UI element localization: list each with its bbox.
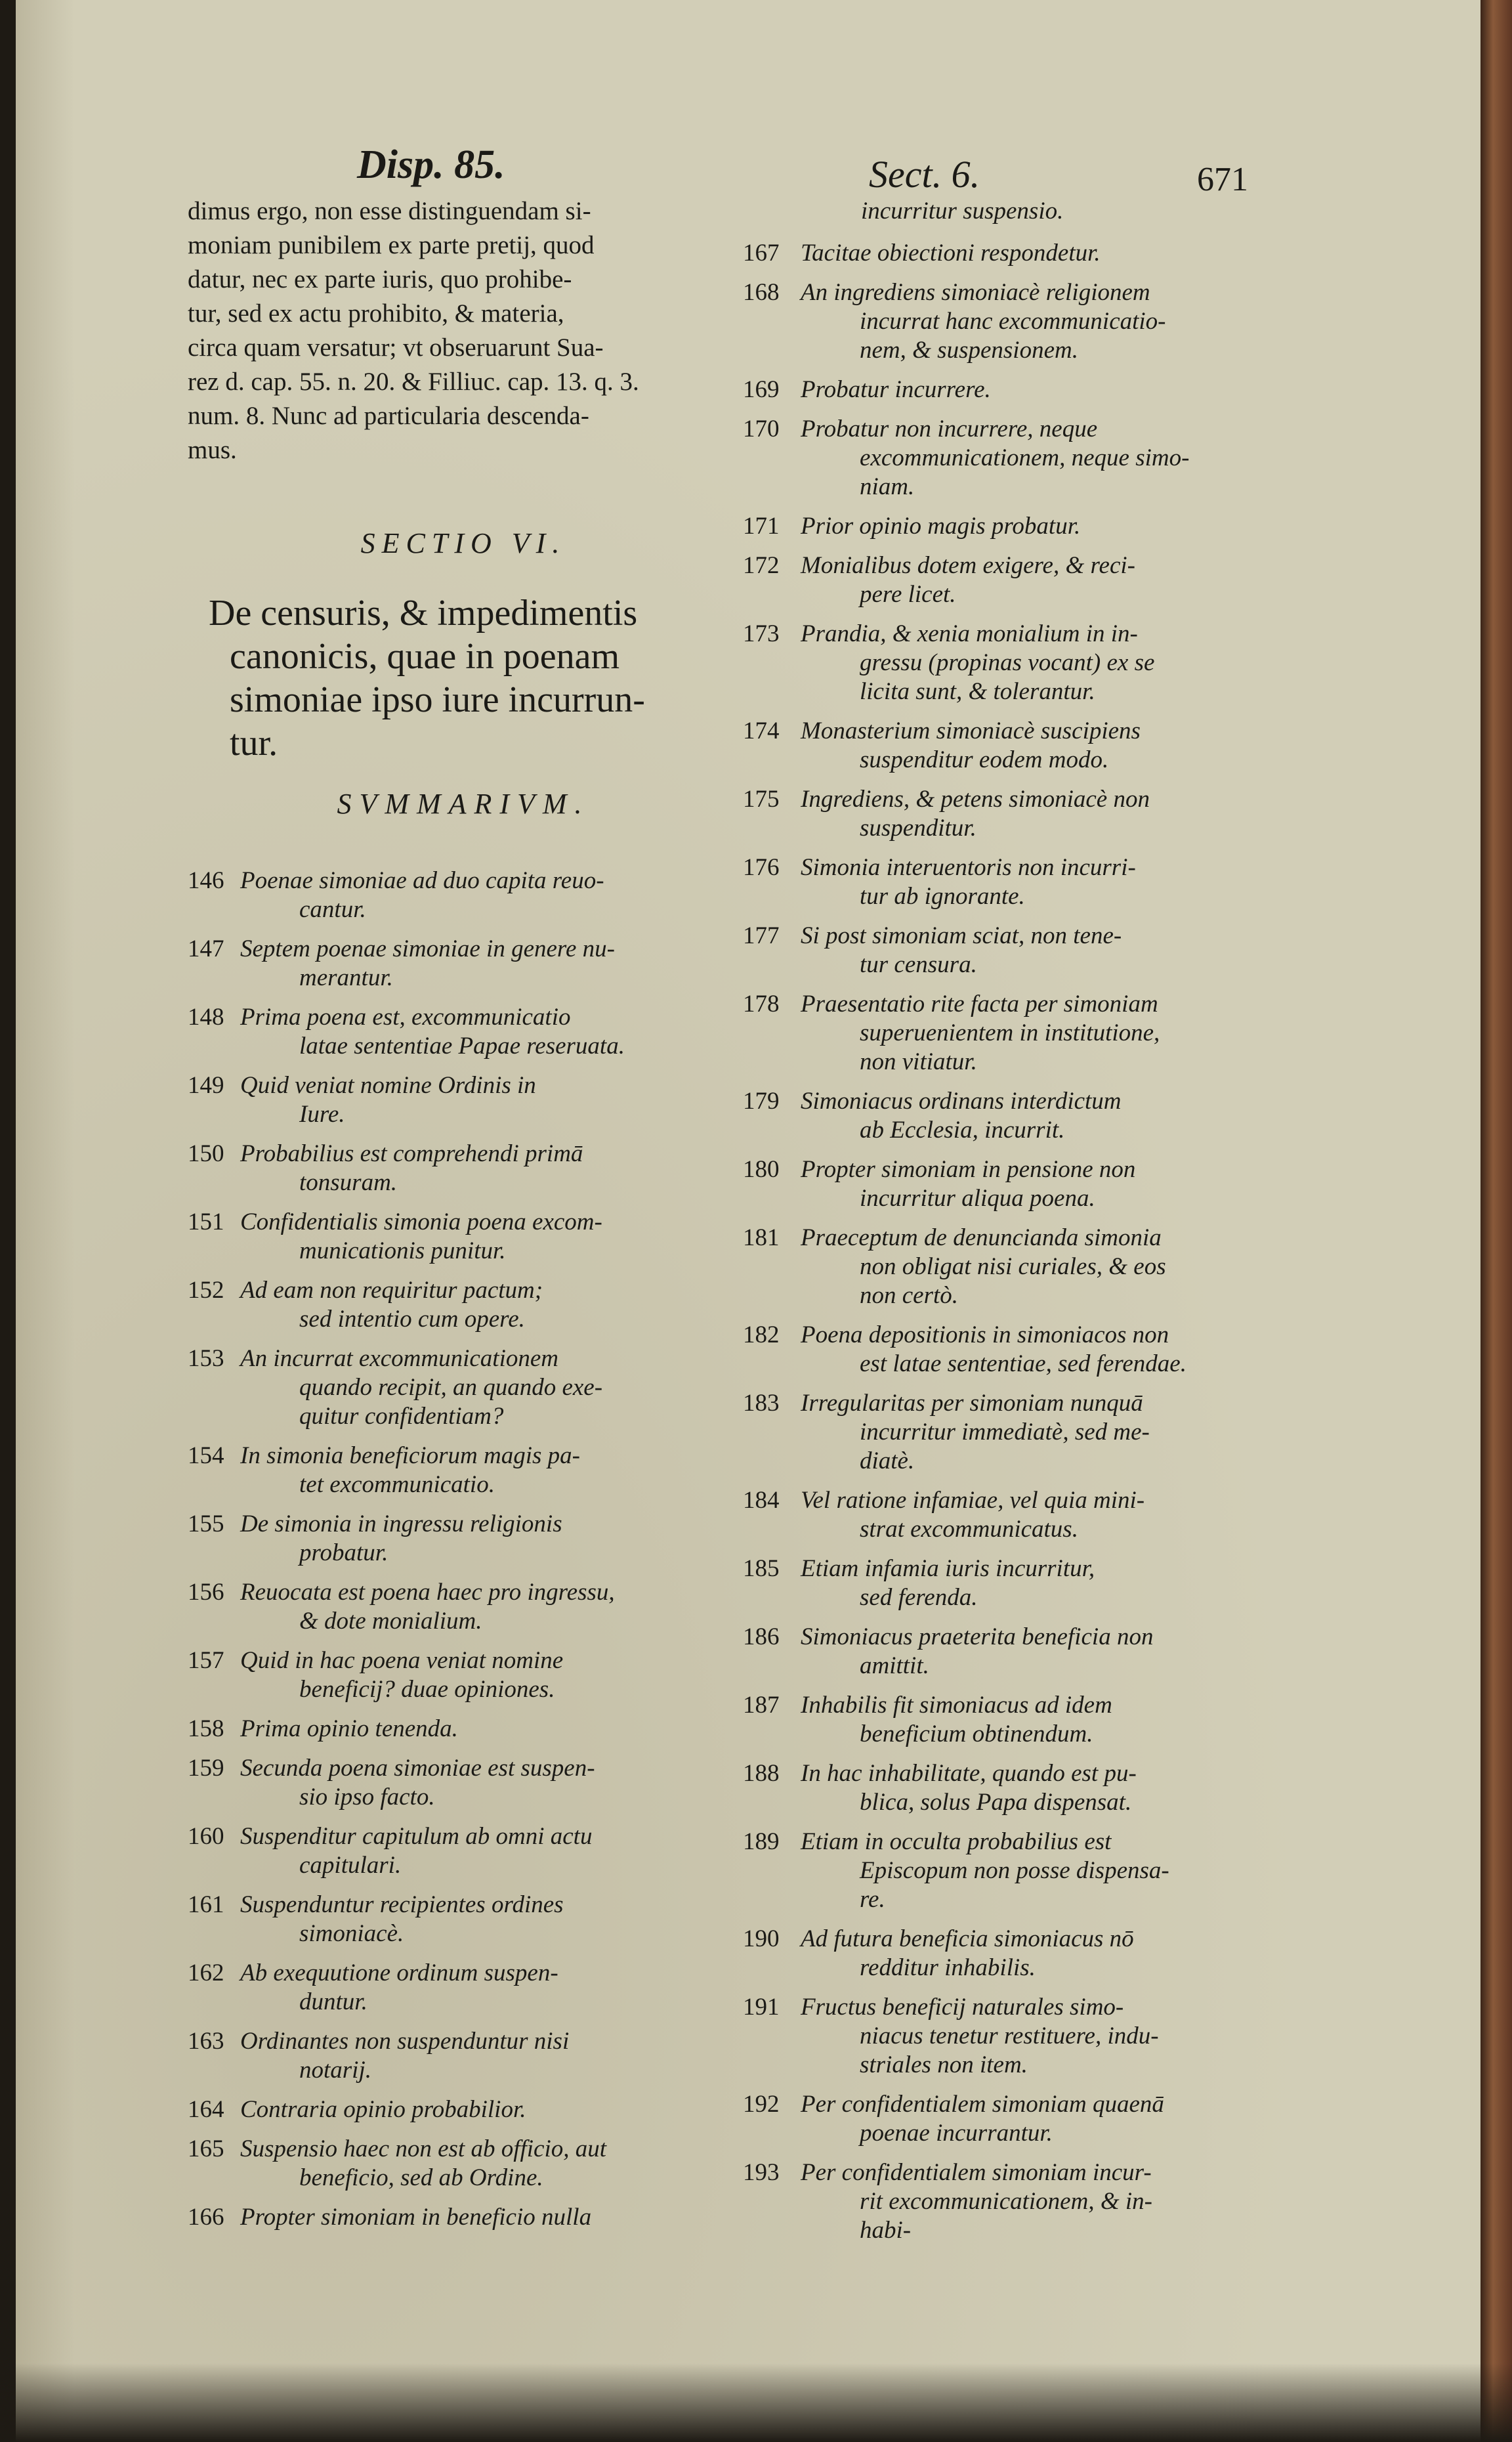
summary-entry — [743, 415, 1314, 502]
entry-text-line: merantur. — [299, 964, 393, 991]
summary-entry — [743, 512, 1314, 541]
summary-entry — [743, 2158, 1314, 2245]
entry-text-line: Ad futura beneficia simoniacus nō — [801, 1925, 1134, 1952]
entry-text-line: beneficij? duae opiniones. — [299, 1676, 555, 1703]
summary-entry — [743, 1623, 1314, 1681]
entry-text-line: notarij. — [299, 2057, 371, 2084]
book-edge — [1480, 0, 1512, 2442]
entry-number: 178 — [743, 991, 780, 1018]
entry-text-line: sio ipso facto. — [299, 1784, 435, 1810]
entry-text-line: Ingrediens, & petens simoniacè non — [801, 786, 1150, 813]
entry-text-line: Suspenditur capitulum ab omni actu — [240, 1823, 593, 1850]
entry-text-line: municationis punitur. — [299, 1237, 506, 1264]
entry-number: 175 — [743, 786, 780, 813]
entry-number: 146 — [188, 867, 224, 894]
entry-number: 168 — [743, 279, 780, 306]
running-head-section: Sect. 6. — [869, 153, 980, 196]
summary-entry — [188, 1891, 739, 1948]
entry-number: 185 — [743, 1555, 780, 1582]
entry-text-line: Ordinantes non suspenduntur nisi — [240, 2028, 570, 2055]
entry-number: 152 — [188, 1277, 224, 1304]
entry-text-line: tur ab ignorante. — [860, 883, 1025, 910]
entry-number: 192 — [743, 2091, 780, 2118]
entry-number: 154 — [188, 1442, 224, 1469]
entry-text-line: non vitiatur. — [860, 1048, 977, 1075]
summary-entry — [188, 1140, 739, 1197]
entry-number: 160 — [188, 1823, 224, 1850]
entry-number: 188 — [743, 1760, 780, 1787]
summary-entry — [743, 1224, 1314, 1310]
entry-number: 184 — [743, 1487, 780, 1514]
entry-text-line: duntur. — [299, 1988, 368, 2015]
entry-text-line: Prandia, & xenia monialium in in- — [801, 620, 1138, 647]
summary-entry — [188, 935, 739, 993]
entry-text-line: Prima opinio tenenda. — [240, 1715, 458, 1742]
entry-text-line: Vel ratione infamiae, vel quia mini- — [801, 1487, 1145, 1514]
entry-number: 193 — [743, 2159, 780, 2186]
summary-entry — [188, 1646, 739, 1704]
summary-entry — [188, 1959, 739, 2017]
page-number: 671 — [1197, 161, 1248, 198]
entry-number: 186 — [743, 1623, 780, 1650]
summary-entry — [188, 1754, 739, 1812]
entry-text-line: Praesentatio rite facta per simoniam — [801, 991, 1158, 1018]
entry-number: 165 — [188, 2135, 224, 2162]
page-shadow — [0, 2363, 1512, 2442]
entry-number: 177 — [743, 922, 780, 949]
entry-text-line: excommunicationem, neque simo- — [860, 444, 1190, 471]
entry-number: 157 — [188, 1647, 224, 1674]
entry-number: 151 — [188, 1209, 224, 1235]
entry-text-line: Iure. — [299, 1101, 345, 1128]
entry-text-line: poenae incurrantur. — [860, 2120, 1053, 2147]
entry-number: 191 — [743, 1994, 780, 2021]
summary-entry — [743, 239, 1314, 268]
entry-number: 147 — [188, 935, 224, 962]
summary-entry — [743, 990, 1314, 1077]
entry-text-line: Irregularitas per simoniam nunquā — [801, 1390, 1143, 1417]
continuation-line: incurritur suspensio. — [861, 198, 1064, 225]
summary-entry — [188, 1442, 739, 1499]
entry-text-line: Per confidentialem simoniam quaenā — [801, 2091, 1164, 2118]
summary-entry — [188, 1208, 739, 1266]
entry-text-line: Ad eam non requiritur pactum; — [240, 1277, 543, 1304]
summary-entry — [743, 1554, 1314, 1612]
text-line: tur, sed ex actu prohibito, & materia, — [188, 299, 564, 328]
entry-text-line: rit excommunicationem, & in- — [860, 2188, 1152, 2215]
summary-entry — [743, 717, 1314, 775]
summary-entry — [743, 1321, 1314, 1379]
entry-text-line: Simoniacus ordinans interdictum — [801, 1088, 1122, 1115]
heading-line: De censuris, & impedimentis — [209, 593, 638, 633]
heading-line: tur. — [230, 723, 278, 763]
summary-entry — [743, 1993, 1314, 2080]
entry-text-line: re. — [860, 1886, 885, 1913]
entry-number: 176 — [743, 854, 780, 881]
entry-number: 158 — [188, 1715, 224, 1742]
entry-text-line: incurritur immediatè, sed me- — [860, 1419, 1150, 1446]
entry-text-line: Praeceptum de denuncianda simonia — [801, 1224, 1162, 1251]
summary-entry — [188, 1715, 739, 1744]
summary-entry — [743, 922, 1314, 979]
entry-number: 159 — [188, 1755, 224, 1782]
entry-text-line: beneficio, sed ab Ordine. — [299, 2164, 543, 2191]
entry-number: 170 — [743, 416, 780, 442]
entry-text-line: Reuocata est poena haec pro ingressu, — [240, 1579, 615, 1606]
entry-text-line: striales non item. — [860, 2051, 1028, 2078]
text-line: circa quam versatur; vt obseruarunt Sua- — [188, 333, 604, 362]
entry-text-line: quando recipit, an quando exe- — [299, 1374, 603, 1401]
text-line: dimus ergo, non esse distinguendam si- — [188, 197, 591, 225]
summary-entry — [188, 1344, 739, 1431]
entry-text-line: sed ferenda. — [860, 1584, 978, 1611]
entry-number: 162 — [188, 1960, 224, 1986]
entry-text-line: Ab exequutione ordinum suspen- — [240, 1960, 558, 1986]
summary-entry — [743, 1691, 1314, 1749]
entry-number: 181 — [743, 1224, 780, 1251]
entry-number: 190 — [743, 1925, 780, 1952]
summary-entry — [743, 1389, 1314, 1476]
entry-text-line: Inhabilis fit simoniacus ad idem — [801, 1692, 1112, 1719]
entry-text-line: Poenae simoniae ad duo capita reuo- — [240, 867, 604, 894]
entry-text-line: est latae sententiae, sed ferendae. — [860, 1350, 1186, 1377]
section-title: SECTIO VI. — [360, 527, 566, 559]
entry-number: 148 — [188, 1004, 224, 1031]
summary-entry — [743, 1087, 1314, 1145]
entry-text-line: Poena depositionis in simoniacos non — [801, 1321, 1169, 1348]
entry-text-line: tonsuram. — [299, 1169, 398, 1196]
summary-entry — [188, 1003, 739, 1061]
left-column — [188, 194, 739, 2242]
text-line: moniam punibilem ex parte pretij, quod — [188, 231, 595, 259]
entry-text-line: probatur. — [299, 1539, 388, 1566]
entry-text-line: non certò. — [860, 1282, 959, 1309]
summary-entry — [188, 1276, 739, 1334]
entry-number: 173 — [743, 620, 780, 647]
text-line: rez d. cap. 55. n. 20. & Filliuc. cap. 13. q. 3. — [188, 368, 639, 396]
section-heading — [188, 591, 739, 765]
entry-number: 180 — [743, 1156, 780, 1183]
entry-number: 169 — [743, 376, 780, 403]
text-line: num. 8. Nunc ad particularia descenda- — [188, 402, 589, 430]
entry-text-line: Etiam infamia iuris incurritur, — [801, 1555, 1095, 1582]
entry-text-line: Etiam in occulta probabilius est — [801, 1828, 1112, 1855]
summarium-title: SVMMARIVM. — [337, 788, 590, 820]
entry-number: 149 — [188, 1072, 224, 1099]
entry-text-line: niam. — [860, 473, 915, 500]
entry-text-line: tet excommunicatio. — [299, 1471, 495, 1498]
entry-number: 179 — [743, 1088, 780, 1115]
entry-text-line: sed intentio cum opere. — [299, 1306, 525, 1333]
entry-text-line: Suspenduntur recipientes ordines — [240, 1891, 564, 1918]
entry-text-line: blica, solus Papa dispensat. — [860, 1789, 1132, 1816]
entry-number: 166 — [188, 2204, 224, 2231]
entry-text-line: Episcopum non posse dispensa- — [860, 1857, 1169, 1884]
entry-text-line: licita sunt, & tolerantur. — [860, 678, 1095, 705]
entry-text-line: incurritur aliqua poena. — [860, 1185, 1095, 1212]
entry-text-line: cantur. — [299, 896, 366, 923]
entry-number: 174 — [743, 718, 780, 744]
summary-entry — [188, 867, 739, 924]
summary-entry — [743, 1828, 1314, 1914]
summary-entry — [743, 1925, 1314, 1982]
entry-text-line: beneficium obtinendum. — [860, 1721, 1093, 1747]
entry-text-line: amittit. — [860, 1652, 929, 1679]
entry-text-line: Simoniacus praeterita beneficia non — [801, 1623, 1154, 1650]
book-page — [16, 0, 1480, 2442]
entry-text-line: Propter simoniam in beneficio nulla — [240, 2204, 592, 2231]
entry-text-line: strat excommunicatus. — [860, 1516, 1078, 1543]
summary-entry — [743, 620, 1314, 706]
entry-text-line: tur censura. — [860, 951, 977, 978]
entry-text-line: Probabilius est comprehendi primā — [240, 1140, 583, 1167]
entry-text-line: Confidentialis simonia poena excom- — [240, 1209, 602, 1235]
text-line: mus. — [188, 436, 237, 464]
entry-text-line: Probatur non incurrere, neque — [801, 416, 1098, 442]
entry-text-line: Quid in hac poena veniat nomine — [240, 1647, 564, 1674]
entry-text-line: & dote monialium. — [299, 1608, 482, 1635]
entry-text-line: Per confidentialem simoniam incur- — [801, 2159, 1152, 2186]
entry-number: 150 — [188, 1140, 224, 1167]
summary-entry — [188, 1578, 739, 1636]
entry-text-line: Monialibus dotem exigere, & reci- — [801, 552, 1135, 579]
entry-text-line: De simonia in ingressu religionis — [240, 1510, 562, 1537]
entry-text-line: pere licet. — [860, 581, 956, 608]
entry-text-line: suspenditur. — [860, 815, 976, 842]
entry-text-line: Propter simoniam in pensione non — [801, 1156, 1136, 1183]
entry-text-line: Probatur incurrere. — [801, 376, 991, 403]
entry-text-line: non obligat nisi curiales, & eos — [860, 1253, 1166, 1280]
entry-text-line: simoniacè. — [299, 1920, 404, 1947]
heading-line: simoniae ipso iure incurrun- — [230, 679, 645, 720]
heading-line: canonicis, quae in poenam — [230, 636, 620, 677]
entry-text-line: Septem poenae simoniae in genere nu- — [240, 935, 615, 962]
entry-text-line: latae sententiae Papae reseruata. — [299, 1033, 625, 1060]
entry-number: 189 — [743, 1828, 780, 1855]
text-line: datur, nec ex parte iuris, quo prohibe- — [188, 265, 572, 293]
summary-entry — [188, 2203, 739, 2232]
summary-entry — [743, 853, 1314, 911]
entry-text-line: Prior opinio magis probatur. — [801, 513, 1081, 540]
running-head-disputation: Disp. 85. — [357, 142, 505, 187]
entry-text-line: An incurrat excommunicationem — [240, 1345, 558, 1372]
entry-text-line: quitur confidentiam? — [299, 1403, 504, 1430]
entry-text-line: diatè. — [860, 1447, 915, 1474]
entry-number: 183 — [743, 1390, 780, 1417]
entry-text-line: nem, & suspensionem. — [860, 337, 1078, 364]
summary-entry — [743, 2090, 1314, 2148]
summary-entry — [188, 2095, 739, 2124]
entry-number: 161 — [188, 1891, 224, 1918]
entry-text-line: Tacitae obiectioni respondetur. — [801, 240, 1101, 267]
entry-text-line: suspenditur eodem modo. — [860, 746, 1109, 773]
entry-text-line: habi- — [860, 2217, 912, 2244]
summary-entry — [743, 1759, 1314, 1817]
entry-text-line: ab Ecclesia, incurrit. — [860, 1117, 1065, 1144]
entry-text-line: niacus tenetur restituere, indu- — [860, 2023, 1159, 2049]
entry-number: 163 — [188, 2028, 224, 2055]
summary-entry — [188, 2135, 739, 2193]
summary-entry — [743, 1155, 1314, 1213]
entry-text-line: capitulari. — [299, 1852, 402, 1879]
summary-entry — [188, 2027, 739, 2085]
entry-text-line: Si post simoniam sciat, non tene- — [801, 922, 1122, 949]
intro-paragraph — [188, 194, 739, 467]
summary-list-left — [188, 867, 739, 2232]
right-column — [743, 197, 1314, 2256]
entry-number: 153 — [188, 1345, 224, 1372]
entry-number: 155 — [188, 1510, 224, 1537]
entry-text-line: An ingrediens simoniacè religionem — [801, 279, 1150, 306]
entry-text-line: superuenientem in institutione, — [860, 1019, 1160, 1046]
summary-entry — [743, 1486, 1314, 1544]
entry-text-line: Suspensio haec non est ab officio, aut — [240, 2135, 607, 2162]
summary-list-right — [743, 239, 1314, 2245]
summary-entry — [188, 1510, 739, 1568]
entry-text-line: Simonia interuentoris non incurri- — [801, 854, 1136, 881]
entry-text-line: Monasterium simoniacè suscipiens — [801, 718, 1141, 744]
entry-number: 171 — [743, 513, 780, 540]
summary-entry — [743, 278, 1314, 365]
entry-number: 156 — [188, 1579, 224, 1606]
entry-text-line: In hac inhabilitate, quando est pu- — [801, 1760, 1137, 1787]
entry-text-line: Fructus beneficij naturales simo- — [801, 1994, 1124, 2021]
entry-text-line: Contraria opinio probabilior. — [240, 2096, 526, 2123]
summary-entry — [743, 551, 1314, 609]
entry-text-line: In simonia beneficiorum magis pa- — [240, 1442, 580, 1469]
entry-number: 164 — [188, 2096, 224, 2123]
entry-text-line: Prima poena est, excommunicatio — [240, 1004, 571, 1031]
summary-entry — [188, 1071, 739, 1129]
summary-entry — [743, 785, 1314, 843]
entry-text-line: Quid veniat nomine Ordinis in — [240, 1072, 536, 1099]
entry-text-line: redditur inhabilis. — [860, 1954, 1036, 1981]
summary-entry — [188, 1822, 739, 1880]
entry-text-line: Secunda poena simoniae est suspen- — [240, 1755, 595, 1782]
entry-number: 182 — [743, 1321, 780, 1348]
entry-text-line: gressu (propinas vocant) ex se — [860, 649, 1155, 676]
entry-text-line: incurrat hanc excommunicatio- — [860, 308, 1166, 335]
entry-number: 187 — [743, 1692, 780, 1719]
summary-entry — [743, 375, 1314, 404]
entry-number: 172 — [743, 552, 780, 579]
entry-number: 167 — [743, 240, 780, 267]
